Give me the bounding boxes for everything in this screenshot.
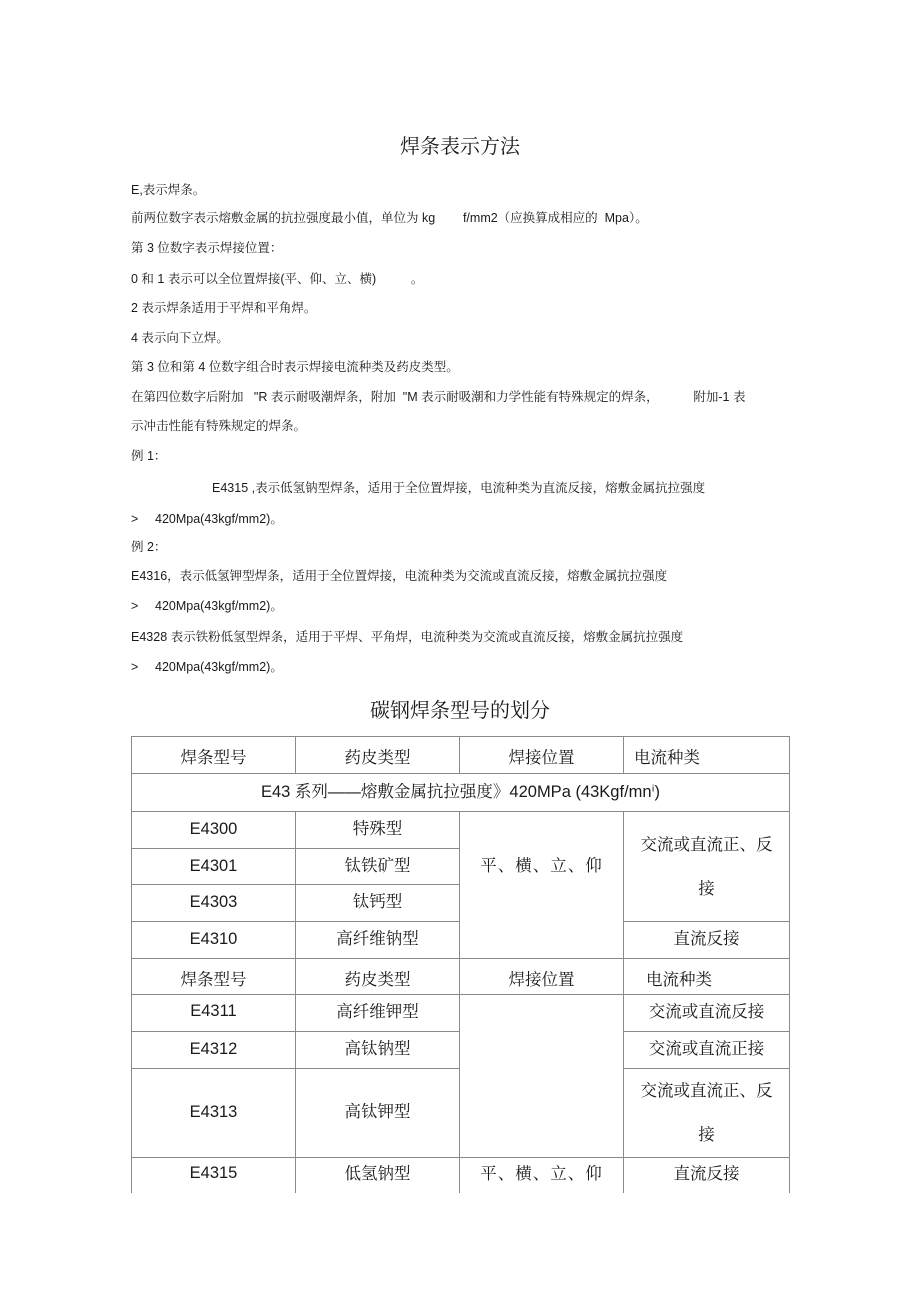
model-cell: E4313 bbox=[132, 1069, 296, 1158]
text-line: E,表示焊条。 bbox=[131, 183, 206, 197]
text-line: E4316，表示低氢钾型焊条，适用于全位置焊接，电流种类为交流或直流反接，熔敷金属抗拉强度 bbox=[131, 569, 668, 583]
coating-cell: 高钛钠型 bbox=[296, 1032, 460, 1069]
coating-cell: 钛钙型 bbox=[296, 885, 460, 922]
gt-symbol: > bbox=[131, 660, 139, 674]
strength-value: 420Mpa(43kgf/mm2)。 bbox=[155, 512, 283, 526]
gt-symbol: > bbox=[131, 599, 139, 613]
table-header-row bbox=[132, 737, 790, 774]
text-line: 第 3 位和第 4 位数字组合时表示焊接电流种类及药皮类型。 bbox=[131, 360, 459, 374]
text-line: 示冲击性能有特殊规定的焊条。 bbox=[131, 419, 307, 433]
text-line: E4315 ,表示低氢钠型焊条，适用于全位置焊接，电流种类为直流反接，熔敷金属抗拉强度 bbox=[212, 481, 706, 495]
model-cell: E4312 bbox=[132, 1032, 296, 1069]
coating-cell: 高纤维钾型 bbox=[296, 995, 460, 1032]
position-cell bbox=[460, 995, 624, 1158]
text-line: 第 3 位数字表示焊接位置： bbox=[131, 241, 283, 255]
position-cell: 平、横、立、仰 bbox=[460, 812, 624, 959]
series-row bbox=[132, 774, 790, 812]
text-line: 0 和 1 表示可以全位置焊接(平、仰、立、横) 。 bbox=[131, 272, 424, 286]
gt-symbol: > bbox=[131, 512, 139, 526]
model-cell: E4301 bbox=[132, 849, 296, 885]
model-cell: E4303 bbox=[132, 885, 296, 922]
model-cell: E4311 bbox=[132, 995, 296, 1032]
table-header-row bbox=[132, 959, 790, 995]
table-row bbox=[132, 995, 790, 1032]
text-line: 前两位数字表示熔敷金属的抗拉强度最小值，单位为 kg f/mm2（应换算成相应的 Mpa）。 bbox=[131, 211, 648, 225]
current-cell: 直流反接 bbox=[624, 1158, 790, 1193]
electrode-table bbox=[131, 736, 790, 1193]
header-cell: 电流种类 bbox=[624, 959, 790, 995]
table-row bbox=[132, 812, 790, 849]
current-cell: 交流或直流反接 bbox=[624, 995, 790, 1032]
coating-cell: 高纤维钠型 bbox=[296, 922, 460, 959]
table-row bbox=[132, 1158, 790, 1193]
page-title: 焊条表示方法 bbox=[400, 136, 520, 158]
text-line bbox=[131, 596, 283, 614]
current-text: 交流或直流正、反接 bbox=[640, 1082, 773, 1144]
model-cell: E4310 bbox=[132, 922, 296, 959]
position-cell: 平、横、立、仰 bbox=[460, 1158, 624, 1193]
strength-value: 420Mpa(43kgf/mm2)。 bbox=[155, 660, 283, 674]
current-cell: 交流或直流正接 bbox=[624, 1032, 790, 1069]
example-1-label: 例 1： bbox=[131, 449, 167, 463]
text-line: 2 表示焊条适用于平焊和平角焊。 bbox=[131, 301, 317, 315]
text-line: 在第四位数字后附加 "R 表示耐吸潮焊条，附加 "M 表示耐吸潮和力学性能有特殊规定的焊条， 附加-1 表 bbox=[131, 390, 746, 404]
strength-value: 420Mpa(43kgf/mm2)。 bbox=[155, 599, 283, 613]
text-line: 4 表示向下立焊。 bbox=[131, 331, 229, 345]
coating-cell: 特殊型 bbox=[296, 812, 460, 849]
current-cell bbox=[624, 812, 790, 922]
model-cell: E4315 bbox=[132, 1158, 296, 1193]
header-cell: 电流种类 bbox=[624, 737, 790, 774]
header-cell: 焊接位置 bbox=[460, 737, 624, 774]
header-cell: 焊条型号 bbox=[132, 737, 296, 774]
coating-cell: 钛铁矿型 bbox=[296, 849, 460, 885]
series-cell: E43 系列——熔敷金属抗拉强度》420MPa (43Kgf/mnⁱ) bbox=[132, 774, 790, 812]
model-cell: E4300 bbox=[132, 812, 296, 849]
header-cell: 药皮类型 bbox=[296, 959, 460, 995]
current-text: 交流或直流正、反接 bbox=[640, 835, 773, 898]
current-cell bbox=[624, 1069, 790, 1158]
text-line: E4328 表示铁粉低氢型焊条，适用于平焊、平角焊，电流种类为交流或直流反接，熔敷金属抗拉强度 bbox=[131, 630, 684, 644]
text-line bbox=[131, 509, 283, 527]
coating-cell: 低氢钠型 bbox=[296, 1158, 460, 1193]
header-cell: 焊接位置 bbox=[460, 959, 624, 995]
header-cell: 焊条型号 bbox=[132, 959, 296, 995]
example-2-label: 例 2： bbox=[131, 540, 167, 554]
coating-cell: 高钛钾型 bbox=[296, 1069, 460, 1158]
current-cell: 直流反接 bbox=[624, 922, 790, 959]
table-title: 碳钢焊条型号的划分 bbox=[370, 700, 550, 722]
text-line bbox=[131, 657, 283, 675]
header-cell: 药皮类型 bbox=[296, 737, 460, 774]
